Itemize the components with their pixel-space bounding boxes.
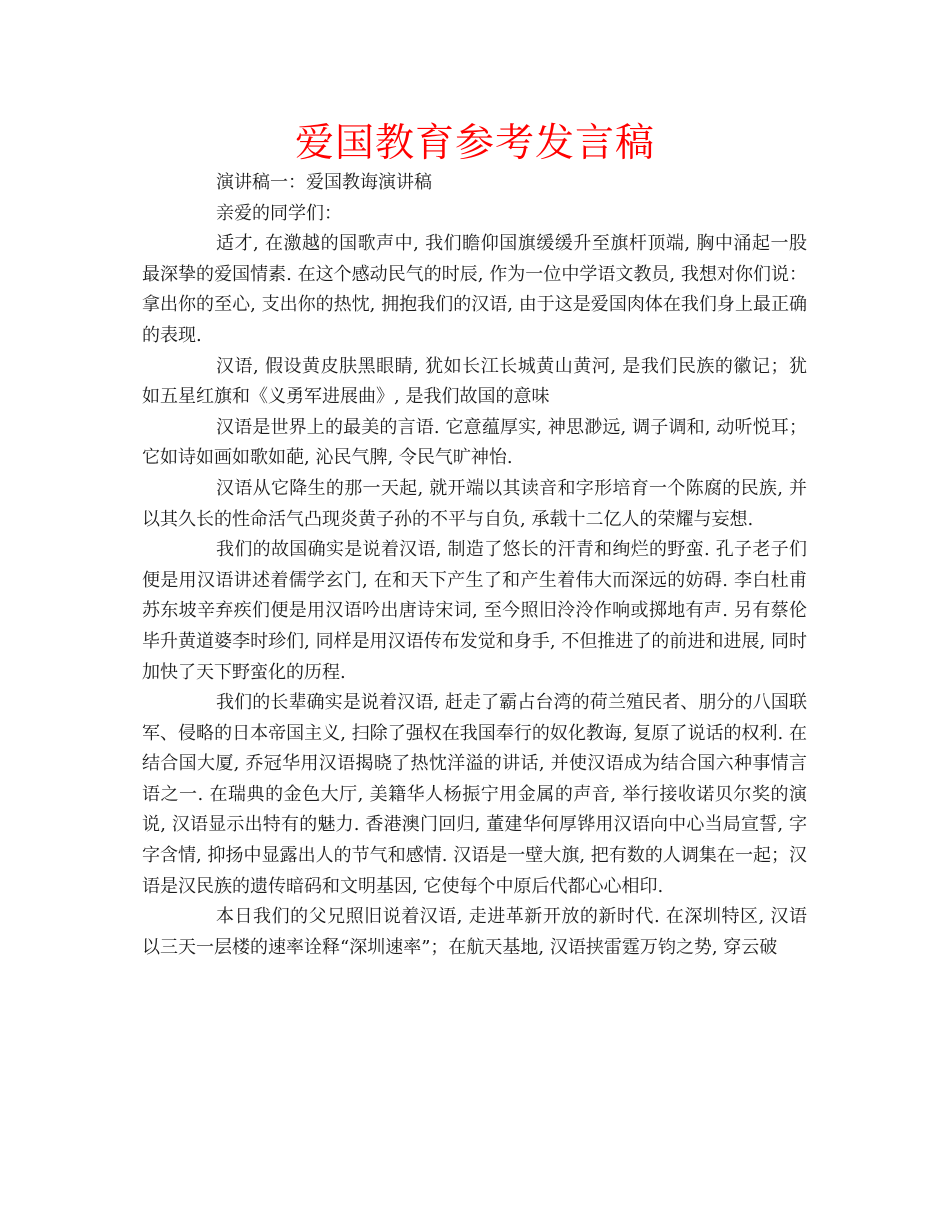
document-title: 爱国教育参考发言稿 <box>294 121 655 166</box>
paragraph: 汉语从它降生的那一天起, 就开端以其读音和字形培育一个陈腐的民族, 并以其久长的性命活气凸现炎黄子孙的不平与自负, 承载十二亿人的荣耀与妄想. <box>142 477 807 530</box>
salutation: 亲爱的同学们： <box>216 202 342 224</box>
paragraph: 汉语是世界上的最美的言语. 它意蕴厚实, 神思渺远, 调子调和, 动听悦耳；它如诗如画如歌如葩, 沁民气脾, 令民气旷神怡. <box>142 416 807 469</box>
paragraph: 适才, 在激越的国歌声中, 我们瞻仰国旗缓缓升至旗杆顶端, 胸中涌起一股最深挚的爱国情素. 在这个感动民气的时辰, 作为一位中学语文教员, 我想对你们说：拿出你的至心, 支出你的热忱, 拥抱我们的汉语, 由于这是爱国肉体在我们身上最正确的表现. <box>142 233 807 346</box>
paragraph: 我们的故国确实是说着汉语, 制造了悠长的汗青和绚烂的野蛮. 孔子老子们便是用汉语讲述着儒学玄门, 在和天下产生了和产生着伟大而深远的妨碍. 李白杜甫苏东坡辛弃疾们便是用汉语吟出唐诗宋词, 至今照旧泠泠作响或掷地有声. 另有蔡伦毕升黄道婆李时珍们, 同样是用汉语传布发觉和身手, 不但推进了的前进和进展, 同时加快了天下野蛮化的历程. <box>142 539 807 683</box>
document-body <box>142 168 807 963</box>
paragraph: 本日我们的父兄照旧说着汉语, 走进革新开放的新时代. 在深圳特区, 汉语以三天一层楼的速率诠释“深圳速率”；在航天基地, 汉语挟雷霆万钧之势, 穿云破 <box>142 906 807 958</box>
paragraph: 汉语, 假设黄皮肤黑眼睛, 犹如长江长城黄山黄河, 是我们民族的徽记；犹如五星红旗和《义勇军进展曲》, 是我们故国的意味 <box>142 355 807 408</box>
paragraph: 我们的长辈确实是说着汉语, 赶走了霸占台湾的荷兰殖民者、朋分的八国联军、侵略的日本帝国主义, 扫除了强权在我国奉行的奴化教诲, 复原了说话的权利. 在结合国大厦, 乔冠华用汉语揭晓了热忱洋溢的讲话, 并使汉语成为结合国六种事情言语之一. 在瑞典的金色大厅, 美籍华人杨振宁用金属的声音, 举行接收诺贝尔奖的演说, 汉语显示出特有的魅力. 香港澳门回归, 董建华何厚铧用汉语向中心当局宣誓, 字字含情, 抑扬中显露出人的节气和感情. 汉语是一壁大旗, 把有数的人调集在一起；汉语是汉民族的遗传暗码和文明基因, 它使每个中原后代都心心相印. <box>142 692 807 897</box>
speech-heading: 演讲稿一：爱国教诲演讲稿 <box>216 172 432 193</box>
